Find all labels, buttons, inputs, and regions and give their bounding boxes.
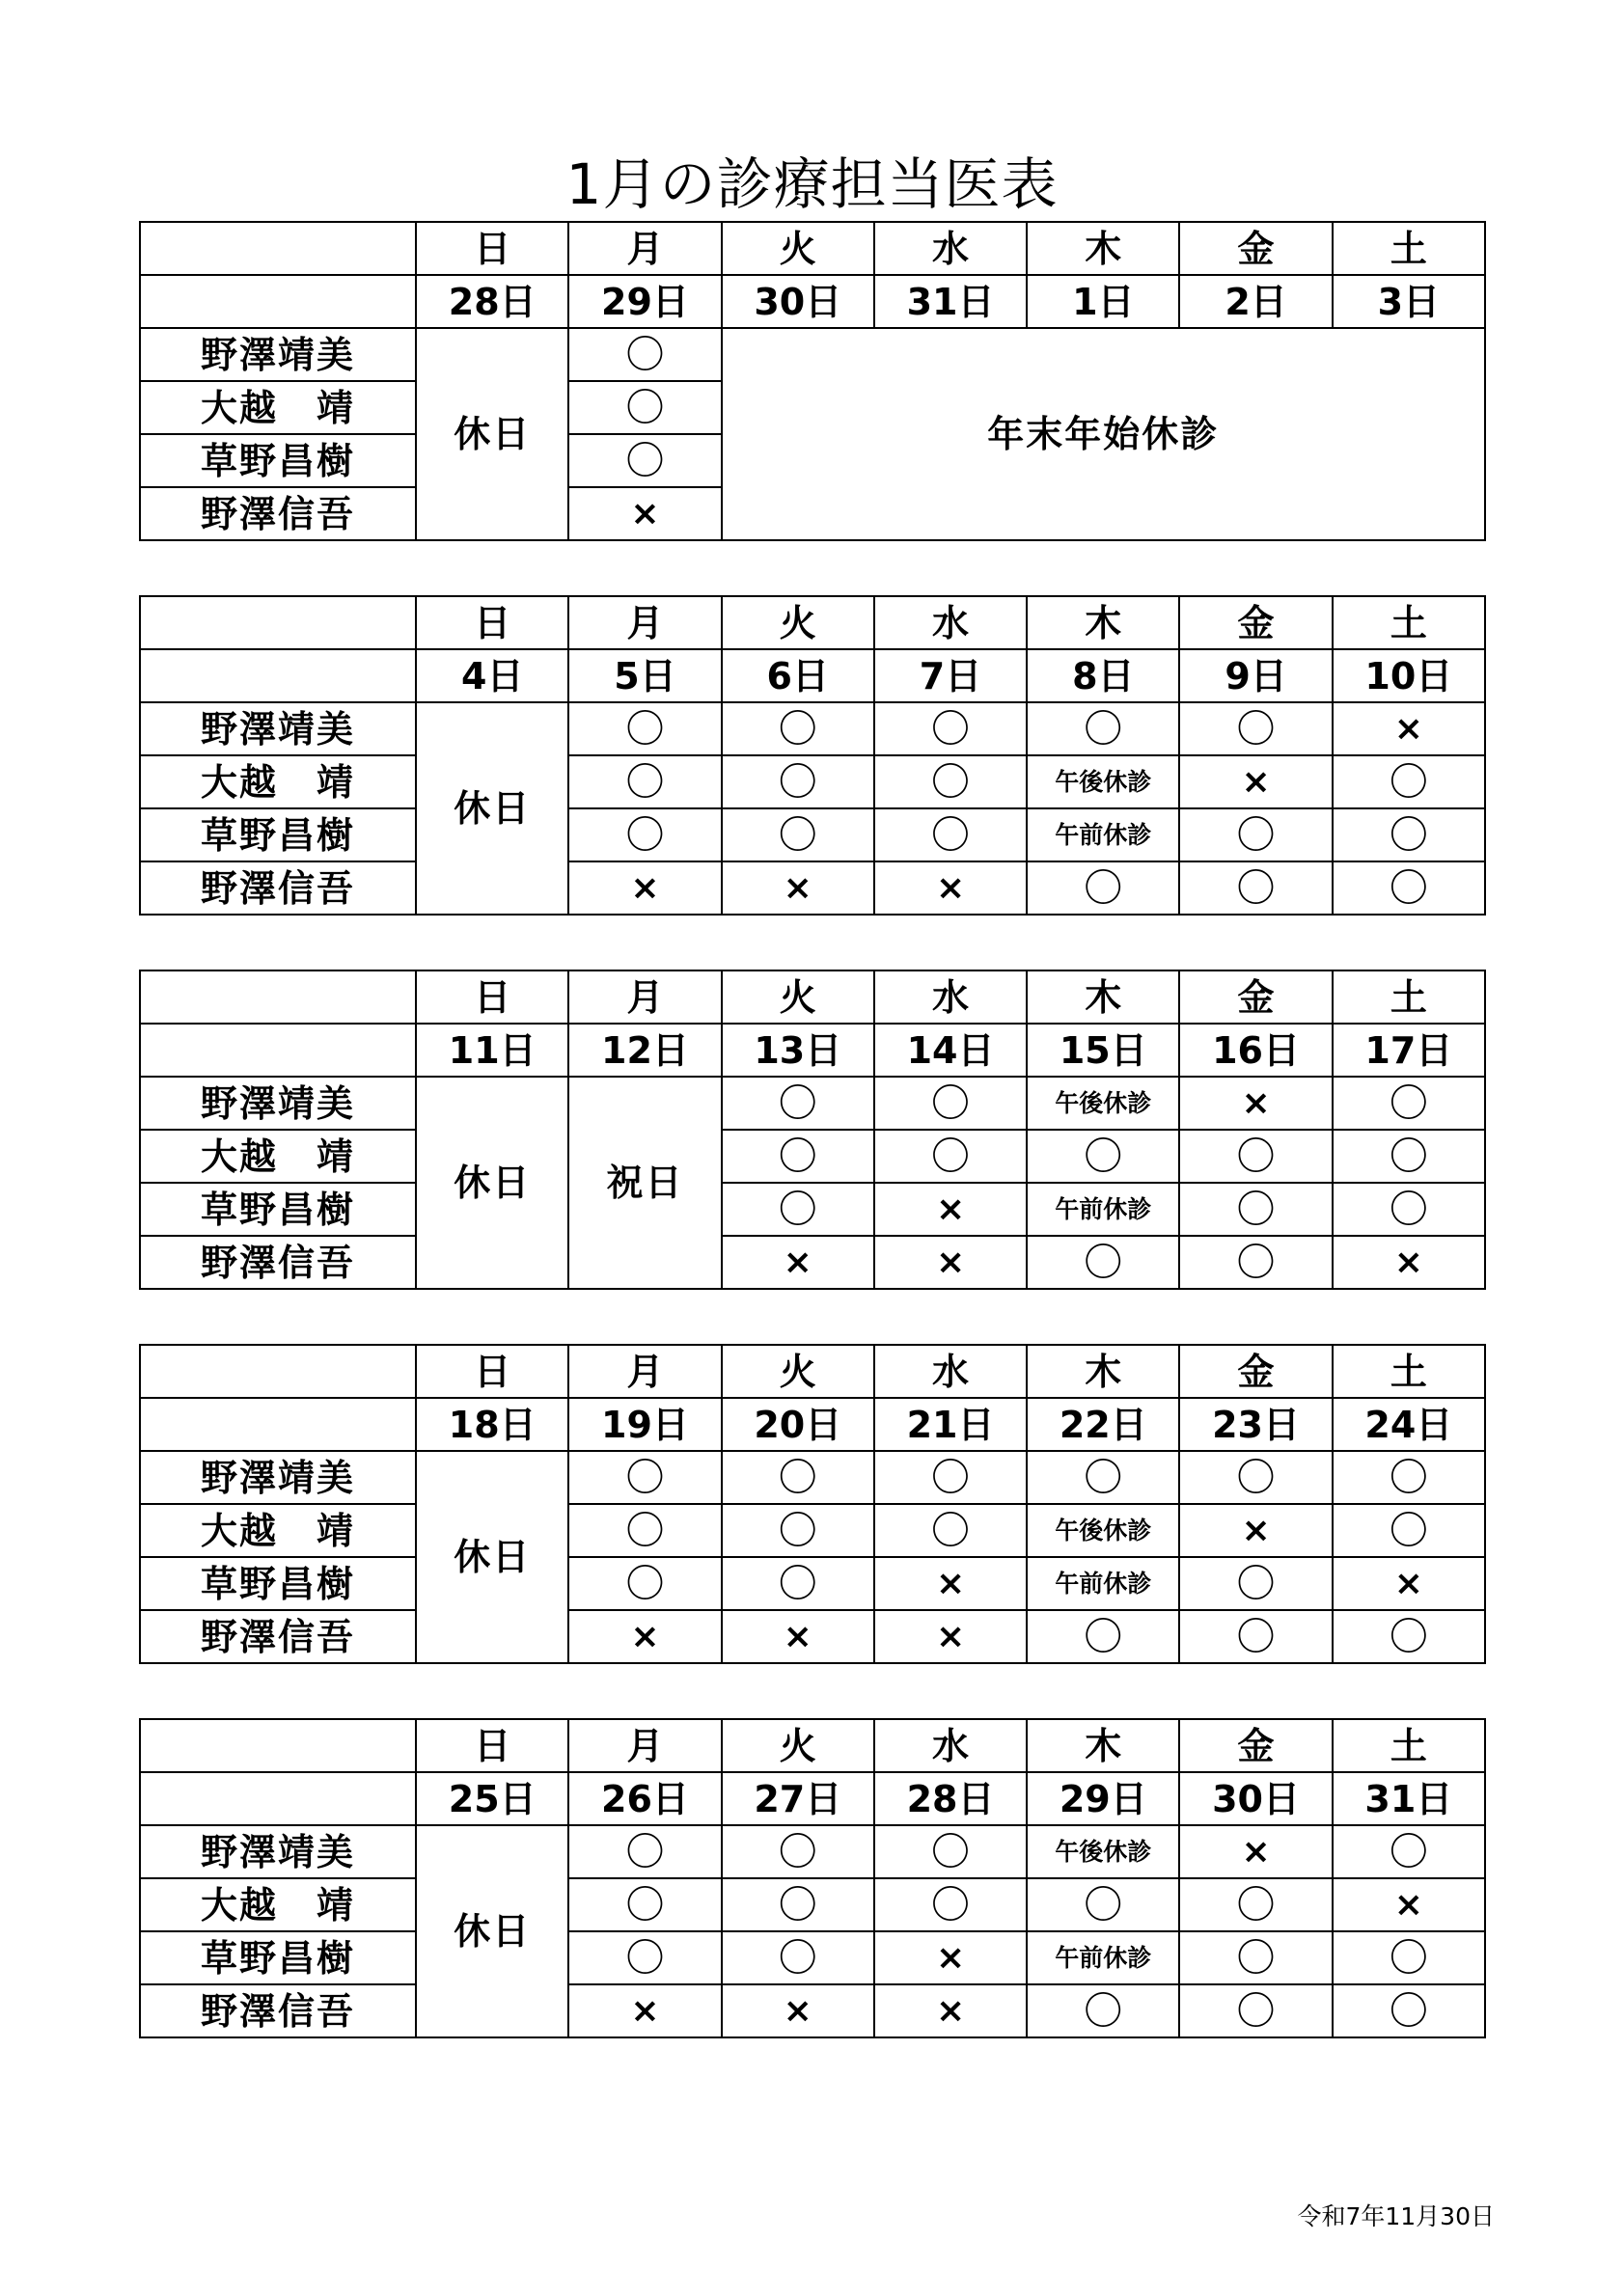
date-cell: 29日 — [568, 275, 721, 328]
day-name: 火 — [722, 222, 874, 275]
doctor-row — [140, 1557, 1485, 1610]
schedule-mark: × — [1179, 755, 1332, 808]
schedule-mark: 〇 — [1333, 755, 1485, 808]
schedule-mark: 〇 — [874, 1825, 1027, 1878]
day-name: 火 — [722, 596, 874, 649]
day-name: 木 — [1027, 222, 1179, 275]
date-cell: 17日 — [1333, 1024, 1485, 1077]
schedule-mark: × — [874, 1610, 1027, 1663]
day-name: 月 — [568, 1345, 721, 1398]
closure-note: 年末年始休診 — [722, 328, 1485, 540]
date-cell: 11日 — [416, 1024, 568, 1077]
corner-cell — [140, 970, 416, 1024]
footer-date: 令和7年11月30日 — [1297, 2202, 1495, 2230]
corner-cell — [140, 222, 416, 275]
doctor-name: 大越 靖 — [140, 755, 416, 808]
date-cell: 12日 — [568, 1024, 721, 1077]
schedule-mark: 〇 — [722, 1451, 874, 1504]
schedule-mark: × — [1179, 1504, 1332, 1557]
corner-cell — [140, 1024, 416, 1077]
day-name: 土 — [1333, 1345, 1485, 1398]
doctor-name: 野澤靖美 — [140, 328, 416, 381]
doctor-name: 野澤靖美 — [140, 1451, 416, 1504]
schedule-mark: 午前休診 — [1027, 1183, 1179, 1236]
day-name: 日 — [416, 596, 568, 649]
schedule-mark: 〇 — [1333, 1130, 1485, 1183]
date-cell: 19日 — [568, 1398, 721, 1451]
date-cell: 29日 — [1027, 1772, 1179, 1825]
doctor-row — [140, 861, 1485, 915]
schedule-mark: × — [1333, 702, 1485, 755]
schedule-mark: 〇 — [874, 755, 1027, 808]
doctor-name: 野澤信吾 — [140, 1236, 416, 1289]
date-cell: 26日 — [568, 1772, 721, 1825]
day-name-row — [140, 222, 1485, 275]
schedule-mark: 〇 — [568, 1931, 721, 1984]
date-cell: 13日 — [722, 1024, 874, 1077]
sunday-holiday: 休日 — [416, 1451, 568, 1663]
day-name: 月 — [568, 222, 721, 275]
schedule-mark: × — [722, 1610, 874, 1663]
schedule-mark: 〇 — [568, 434, 721, 487]
schedule-mark: 〇 — [874, 1130, 1027, 1183]
schedule-mark: 〇 — [1333, 1984, 1485, 2037]
schedule-mark: 〇 — [722, 1183, 874, 1236]
date-cell: 8日 — [1027, 649, 1179, 702]
doctor-row — [140, 1825, 1485, 1878]
date-cell: 22日 — [1027, 1398, 1179, 1451]
week-table — [139, 221, 1486, 541]
date-cell: 5日 — [568, 649, 721, 702]
doctor-name: 大越 靖 — [140, 1878, 416, 1931]
schedule-mark: 〇 — [1179, 861, 1332, 915]
date-cell: 24日 — [1333, 1398, 1485, 1451]
schedule-mark: × — [722, 1984, 874, 2037]
schedule-mark: 〇 — [1179, 702, 1332, 755]
date-cell: 23日 — [1179, 1398, 1332, 1451]
week-table — [139, 595, 1486, 916]
schedule-mark: 午後休診 — [1027, 1504, 1179, 1557]
schedule-mark: 〇 — [874, 1077, 1027, 1130]
schedule-mark: 〇 — [568, 1878, 721, 1931]
day-name: 金 — [1179, 222, 1332, 275]
day-name: 月 — [568, 1719, 721, 1772]
date-cell: 9日 — [1179, 649, 1332, 702]
schedule-mark: × — [722, 1236, 874, 1289]
day-name-row — [140, 1719, 1485, 1772]
schedule-mark: 午前休診 — [1027, 1557, 1179, 1610]
doctor-row — [140, 1610, 1485, 1663]
schedule-mark: 〇 — [568, 1557, 721, 1610]
day-name: 月 — [568, 970, 721, 1024]
doctor-row — [140, 1931, 1485, 1984]
schedule-mark: 午前休診 — [1027, 808, 1179, 861]
date-row — [140, 275, 1485, 328]
doctor-name: 草野昌樹 — [140, 434, 416, 487]
corner-cell — [140, 596, 416, 649]
doctor-name: 野澤信吾 — [140, 1610, 416, 1663]
doctor-row — [140, 1130, 1485, 1183]
schedule-mark: 〇 — [1179, 1610, 1332, 1663]
corner-cell — [140, 1719, 416, 1772]
schedule-mark: 〇 — [1333, 1825, 1485, 1878]
doctor-row — [140, 702, 1485, 755]
schedule-mark: 〇 — [568, 1825, 721, 1878]
day-name: 日 — [416, 1345, 568, 1398]
schedule-mark: × — [1333, 1557, 1485, 1610]
schedule-mark: 〇 — [1027, 1878, 1179, 1931]
doctor-row — [140, 1236, 1485, 1289]
date-row — [140, 1024, 1485, 1077]
schedule-mark: 〇 — [722, 755, 874, 808]
date-cell: 1日 — [1027, 275, 1179, 328]
schedule-mark: 〇 — [1179, 1931, 1332, 1984]
doctor-row — [140, 1504, 1485, 1557]
schedule-mark: 〇 — [722, 1077, 874, 1130]
day-name: 金 — [1179, 596, 1332, 649]
schedule-mark: 〇 — [722, 808, 874, 861]
day-name: 火 — [722, 1719, 874, 1772]
schedule-mark: 〇 — [1333, 1610, 1485, 1663]
day-name: 火 — [722, 970, 874, 1024]
day-name: 水 — [874, 1719, 1027, 1772]
schedule-mark: 〇 — [1179, 1130, 1332, 1183]
day-name: 木 — [1027, 970, 1179, 1024]
day-name: 土 — [1333, 1719, 1485, 1772]
day-name: 木 — [1027, 1719, 1179, 1772]
day-name: 木 — [1027, 1345, 1179, 1398]
schedule-mark: 午後休診 — [1027, 755, 1179, 808]
day-name-row — [140, 596, 1485, 649]
doctor-name: 大越 靖 — [140, 1130, 416, 1183]
date-cell: 10日 — [1333, 649, 1485, 702]
schedule-mark: × — [1333, 1236, 1485, 1289]
schedule-mark: 〇 — [1333, 808, 1485, 861]
date-row — [140, 1772, 1485, 1825]
date-cell: 7日 — [874, 649, 1027, 702]
schedule-mark: 〇 — [722, 1557, 874, 1610]
date-cell: 25日 — [416, 1772, 568, 1825]
doctor-row — [140, 1451, 1485, 1504]
doctor-row — [140, 1077, 1485, 1130]
schedule-mark: 〇 — [1333, 861, 1485, 915]
schedule-mark: 〇 — [874, 808, 1027, 861]
date-cell: 14日 — [874, 1024, 1027, 1077]
schedule-mark: 〇 — [568, 1451, 721, 1504]
doctor-name: 草野昌樹 — [140, 1931, 416, 1984]
day-name: 土 — [1333, 596, 1485, 649]
day-name: 土 — [1333, 970, 1485, 1024]
corner-cell — [140, 1772, 416, 1825]
date-cell: 30日 — [1179, 1772, 1332, 1825]
doctor-name: 野澤信吾 — [140, 487, 416, 540]
date-cell: 31日 — [1333, 1772, 1485, 1825]
day-name: 日 — [416, 970, 568, 1024]
schedule-mark: 〇 — [874, 702, 1027, 755]
schedule-mark: × — [874, 1183, 1027, 1236]
schedule-mark: 〇 — [1333, 1931, 1485, 1984]
schedule-mark: 〇 — [874, 1878, 1027, 1931]
monday-holiday: 祝日 — [568, 1077, 721, 1289]
day-name: 月 — [568, 596, 721, 649]
sunday-holiday: 休日 — [416, 328, 568, 540]
schedule-mark: × — [874, 1931, 1027, 1984]
schedule-mark: 〇 — [874, 1451, 1027, 1504]
schedule-mark: 〇 — [722, 1878, 874, 1931]
schedule-mark: × — [874, 1236, 1027, 1289]
day-name: 土 — [1333, 222, 1485, 275]
schedule-mark: 〇 — [1027, 1130, 1179, 1183]
doctor-name: 野澤信吾 — [140, 1984, 416, 2037]
schedule-mark: × — [568, 861, 721, 915]
date-cell: 6日 — [722, 649, 874, 702]
schedule-mark: × — [874, 1557, 1027, 1610]
schedule-mark: 〇 — [1179, 1183, 1332, 1236]
schedule-mark: 〇 — [1179, 1557, 1332, 1610]
date-cell: 16日 — [1179, 1024, 1332, 1077]
day-name: 水 — [874, 222, 1027, 275]
day-name: 日 — [416, 222, 568, 275]
schedule-mark: × — [1179, 1825, 1332, 1878]
day-name: 木 — [1027, 596, 1179, 649]
schedule-mark: × — [568, 1610, 721, 1663]
doctor-name: 草野昌樹 — [140, 1183, 416, 1236]
schedule-mark: 午前休診 — [1027, 1931, 1179, 1984]
schedule-mark: 〇 — [1333, 1451, 1485, 1504]
schedule-mark: 午後休診 — [1027, 1077, 1179, 1130]
schedule-mark: 〇 — [1027, 1236, 1179, 1289]
schedule-tables — [139, 221, 1486, 2092]
day-name: 日 — [416, 1719, 568, 1772]
doctor-row — [140, 328, 1485, 381]
sunday-holiday: 休日 — [416, 1077, 568, 1289]
schedule-mark: 〇 — [568, 702, 721, 755]
schedule-mark: 〇 — [568, 328, 721, 381]
page-title: 1月の診療担当医表 — [565, 150, 1059, 217]
day-name: 金 — [1179, 970, 1332, 1024]
corner-cell — [140, 1398, 416, 1451]
date-cell: 15日 — [1027, 1024, 1179, 1077]
schedule-mark: × — [1333, 1878, 1485, 1931]
doctor-name: 野澤靖美 — [140, 1825, 416, 1878]
schedule-mark: × — [874, 1984, 1027, 2037]
day-name: 火 — [722, 1345, 874, 1398]
schedule-mark: 〇 — [1179, 1878, 1332, 1931]
date-cell: 4日 — [416, 649, 568, 702]
doctor-name: 大越 靖 — [140, 1504, 416, 1557]
day-name: 水 — [874, 596, 1027, 649]
schedule-mark: 〇 — [1333, 1077, 1485, 1130]
schedule-mark: 〇 — [1027, 1451, 1179, 1504]
date-cell: 30日 — [722, 275, 874, 328]
schedule-mark: 〇 — [568, 381, 721, 434]
date-cell: 28日 — [416, 275, 568, 328]
schedule-mark: 〇 — [722, 1504, 874, 1557]
schedule-mark: 〇 — [722, 1130, 874, 1183]
date-cell: 18日 — [416, 1398, 568, 1451]
schedule-mark: 〇 — [1027, 1610, 1179, 1663]
day-name-row — [140, 970, 1485, 1024]
schedule-mark: 〇 — [874, 1504, 1027, 1557]
schedule-mark: 〇 — [1179, 1451, 1332, 1504]
date-cell: 20日 — [722, 1398, 874, 1451]
sunday-holiday: 休日 — [416, 702, 568, 915]
schedule-mark: 〇 — [1027, 861, 1179, 915]
schedule-mark: 〇 — [1179, 1236, 1332, 1289]
corner-cell — [140, 275, 416, 328]
schedule-mark: × — [1179, 1077, 1332, 1130]
date-row — [140, 1398, 1485, 1451]
schedule-mark: 〇 — [568, 755, 721, 808]
day-name: 金 — [1179, 1719, 1332, 1772]
date-cell: 31日 — [874, 275, 1027, 328]
doctor-row — [140, 1183, 1485, 1236]
schedule-mark: 〇 — [722, 702, 874, 755]
doctor-row — [140, 808, 1485, 861]
schedule-mark: 〇 — [1027, 702, 1179, 755]
sunday-holiday: 休日 — [416, 1825, 568, 2037]
day-name: 金 — [1179, 1345, 1332, 1398]
schedule-mark: × — [722, 861, 874, 915]
week-table — [139, 1718, 1486, 2038]
doctor-name: 野澤靖美 — [140, 1077, 416, 1130]
doctor-name: 野澤靖美 — [140, 702, 416, 755]
doctor-name: 草野昌樹 — [140, 1557, 416, 1610]
schedule-mark: 〇 — [722, 1931, 874, 1984]
day-name: 水 — [874, 970, 1027, 1024]
date-cell: 21日 — [874, 1398, 1027, 1451]
schedule-mark: 〇 — [1179, 1984, 1332, 2037]
schedule-mark: 午後休診 — [1027, 1825, 1179, 1878]
schedule-mark: 〇 — [1333, 1183, 1485, 1236]
doctor-name: 大越 靖 — [140, 381, 416, 434]
day-name-row — [140, 1345, 1485, 1398]
date-cell: 28日 — [874, 1772, 1027, 1825]
week-table — [139, 1344, 1486, 1664]
date-cell: 3日 — [1333, 275, 1485, 328]
doctor-name: 野澤信吾 — [140, 861, 416, 915]
schedule-mark: 〇 — [722, 1825, 874, 1878]
doctor-name: 草野昌樹 — [140, 808, 416, 861]
schedule-mark: 〇 — [1027, 1984, 1179, 2037]
week-table — [139, 970, 1486, 1290]
schedule-mark: × — [568, 487, 721, 540]
doctor-row — [140, 755, 1485, 808]
date-cell: 2日 — [1179, 275, 1332, 328]
doctor-row — [140, 1878, 1485, 1931]
schedule-mark: 〇 — [1179, 808, 1332, 861]
schedule-mark: 〇 — [1333, 1504, 1485, 1557]
corner-cell — [140, 1345, 416, 1398]
schedule-mark: × — [874, 861, 1027, 915]
date-cell: 27日 — [722, 1772, 874, 1825]
date-row — [140, 649, 1485, 702]
doctor-row — [140, 1984, 1485, 2037]
schedule-mark: 〇 — [568, 808, 721, 861]
day-name: 水 — [874, 1345, 1027, 1398]
corner-cell — [140, 649, 416, 702]
schedule-mark: × — [568, 1984, 721, 2037]
schedule-mark: 〇 — [568, 1504, 721, 1557]
